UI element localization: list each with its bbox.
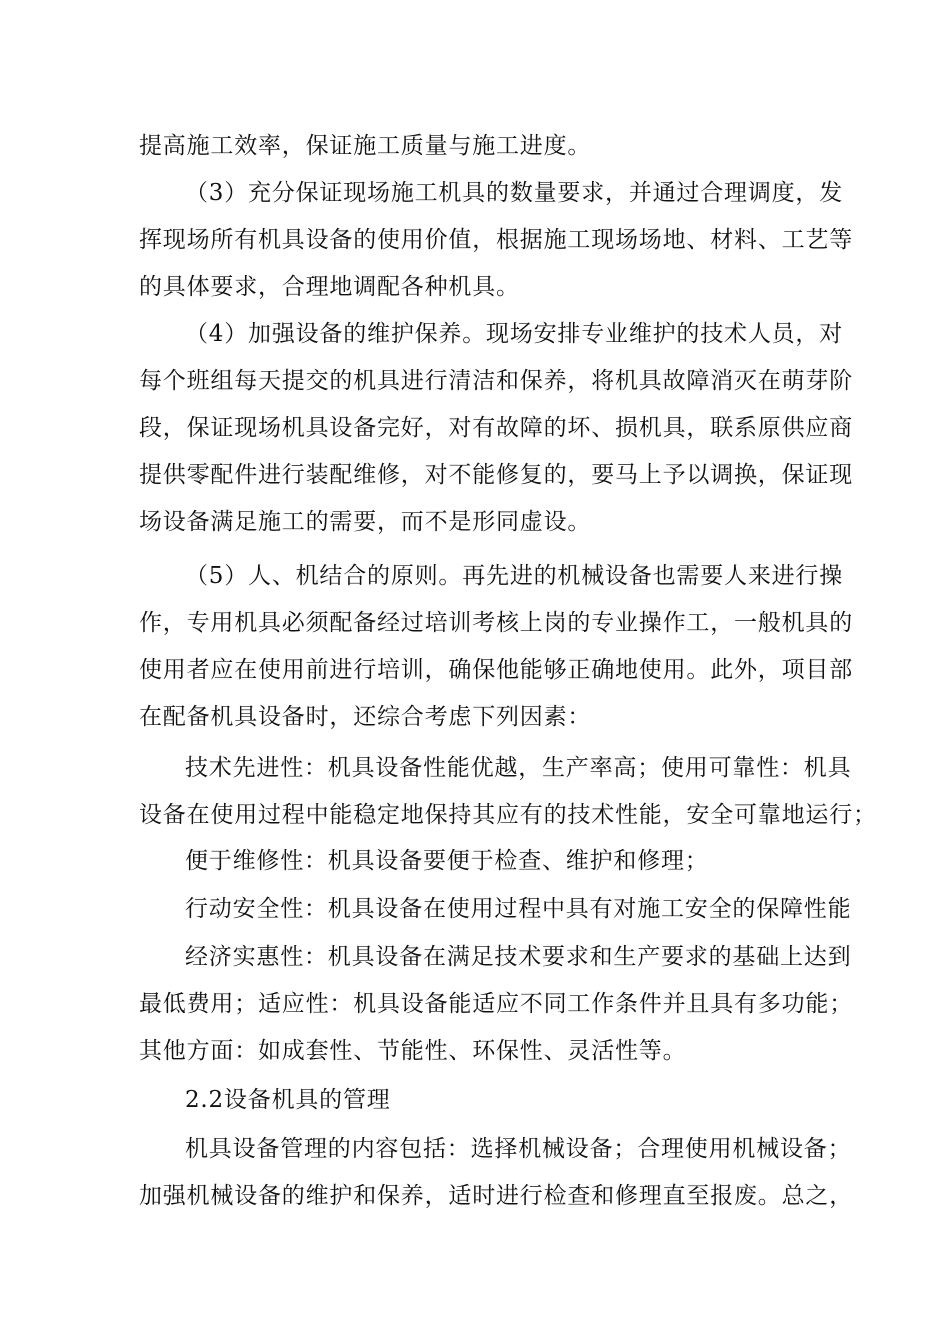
text-line-7: 段，保证现场机具设备完好，对有故障的坏、损机具，联系原供应商 xyxy=(139,415,853,441)
text-line-14: 技术先进性：机具设备性能优越，生产率高；使用可靠性：机具 xyxy=(185,755,852,781)
text-line-17: 行动安全性：机具设备在使用过程中具有对施工安全的保障性能 xyxy=(185,896,852,922)
text-line-13: 在配备机具设备时，还综合考虑下列因素： xyxy=(139,704,592,730)
text-line-18: 经济实惠性：机具设备在满足技术要求和生产要求的基础上达到 xyxy=(185,944,852,970)
text-line-9: 场设备满足施工的需要，而不是形同虚设。 xyxy=(139,509,592,535)
text-line-6: 每个班组每天提交的机具进行清洁和保养，将机具故障消灭在萌芽阶 xyxy=(139,368,853,394)
text-line-19: 最低费用；适应性：机具设备能适应不同工作条件并且具有多功能； xyxy=(139,991,853,1017)
text-line-1: 提高施工效率，保证施工质量与施工进度。 xyxy=(139,133,592,159)
text-line-15: 设备在使用过程中能稳定地保持其应有的技术性能，安全可靠地运行； xyxy=(139,802,877,828)
text-line-11: 作，专用机具必须配备经过培训考核上岗的专业操作工，一般机具的 xyxy=(139,610,853,636)
text-line-3: 挥现场所有机具设备的使用价值，根据施工现场场地、材料、工艺等 xyxy=(139,227,853,253)
text-line-10: （5）人、机结合的原则。再先进的机械设备也需要人来进行操 xyxy=(185,563,844,589)
text-line-2: （3）充分保证现场施工机具的数量要求，并通过合理调度，发 xyxy=(185,180,844,206)
text-line-5: （4）加强设备的维护保养。现场安排专业维护的技术人员，对 xyxy=(185,321,844,347)
text-line-20: 其他方面：如成套性、节能性、环保性、灵活性等。 xyxy=(139,1038,687,1064)
text-line-12: 使用者应在使用前进行培训，确保他能够正确地使用。此外，项目部 xyxy=(139,657,853,683)
text-line-22: 机具设备管理的内容包括：选择机械设备；合理使用机械设备； xyxy=(185,1136,852,1162)
text-line-23: 加强机械设备的维护和保养，适时进行检查和修理直至报废。总之， xyxy=(139,1183,853,1209)
text-line-8: 提供零配件进行装配维修，对不能修复的，要马上予以调换，保证现 xyxy=(139,462,853,488)
text-line-16: 便于维修性：机具设备要便于检查、维护和修理； xyxy=(185,848,709,874)
section-heading-2-2: 2.2设备机具的管理 xyxy=(185,1087,391,1113)
text-line-4: 的具体要求，合理地调配各种机具。 xyxy=(139,274,520,300)
